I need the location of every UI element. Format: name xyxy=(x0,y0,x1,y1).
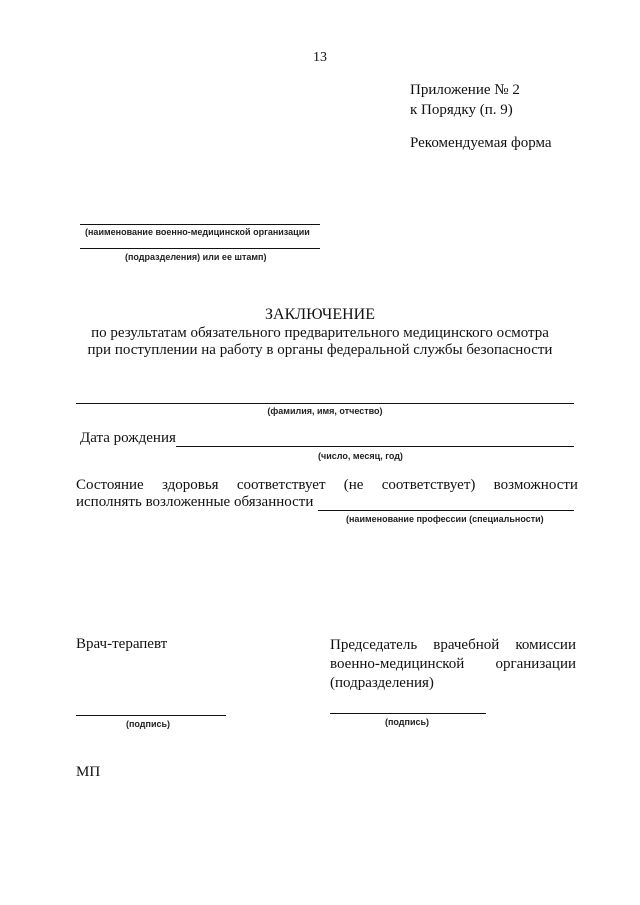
therapist-signature-caption: (подпись) xyxy=(126,719,171,729)
organization-stamp-caption: (подразделения) или ее штамп) xyxy=(125,252,267,262)
appendix-number: Приложение № 2 xyxy=(410,82,520,98)
health-word: соответствует xyxy=(236,477,326,493)
recommended-form-note: Рекомендуемая форма xyxy=(410,135,552,151)
therapist-signature-line xyxy=(76,715,226,716)
chair-word: врачебной xyxy=(433,637,500,653)
appendix-reference: к Порядку (п. 9) xyxy=(410,102,513,118)
fio-line xyxy=(76,403,574,404)
fio-caption: (фамилия, имя, отчество) xyxy=(267,406,383,416)
chair-line-1 xyxy=(330,636,576,655)
page-number: 13 xyxy=(313,50,327,65)
organization-stamp-line xyxy=(80,248,320,249)
health-word: (не xyxy=(343,477,364,493)
appendix-block xyxy=(410,80,520,120)
chair-line-3: (подразделения) xyxy=(330,675,434,691)
document-heading: ЗАКЛЮЧЕНИЕ xyxy=(265,306,375,323)
chair-line-2 xyxy=(330,655,576,674)
health-word: возможности xyxy=(493,477,578,493)
duties-label: исполнять возложенные обязанности xyxy=(76,494,314,510)
chair-word: военно-медицинской xyxy=(330,656,465,672)
birth-date-caption: (число, месяц, год) xyxy=(318,451,403,461)
chair-word: организации xyxy=(495,656,576,672)
stamp-place-label: МП xyxy=(76,764,101,780)
commission-chair-block xyxy=(330,636,576,693)
profession-line xyxy=(318,510,574,511)
birth-date-line xyxy=(176,446,574,447)
chair-word: Председатель xyxy=(330,637,418,653)
heading-subtitle-line1: по результатам обязательного предварительного медицинского осмотра xyxy=(91,325,549,341)
birth-date-label: Дата рождения xyxy=(80,430,176,446)
health-word: соответствует) xyxy=(381,477,476,493)
health-statement-line xyxy=(76,477,578,494)
chair-word: комиссии xyxy=(515,637,576,653)
chair-signature-caption: (подпись) xyxy=(385,717,430,727)
therapist-label: Врач-терапевт xyxy=(76,636,168,652)
profession-caption: (наименование профессии (специальности) xyxy=(346,514,544,524)
organization-name-caption: (наименование военно-медицинской организации xyxy=(85,227,310,237)
health-word: здоровья xyxy=(161,477,219,493)
chair-signature-line xyxy=(330,713,486,714)
heading-subtitle-line2: при поступлении на работу в органы федеральной службы безопасности xyxy=(87,342,553,358)
organization-name-line xyxy=(80,224,320,225)
health-word: Состояние xyxy=(76,477,144,493)
